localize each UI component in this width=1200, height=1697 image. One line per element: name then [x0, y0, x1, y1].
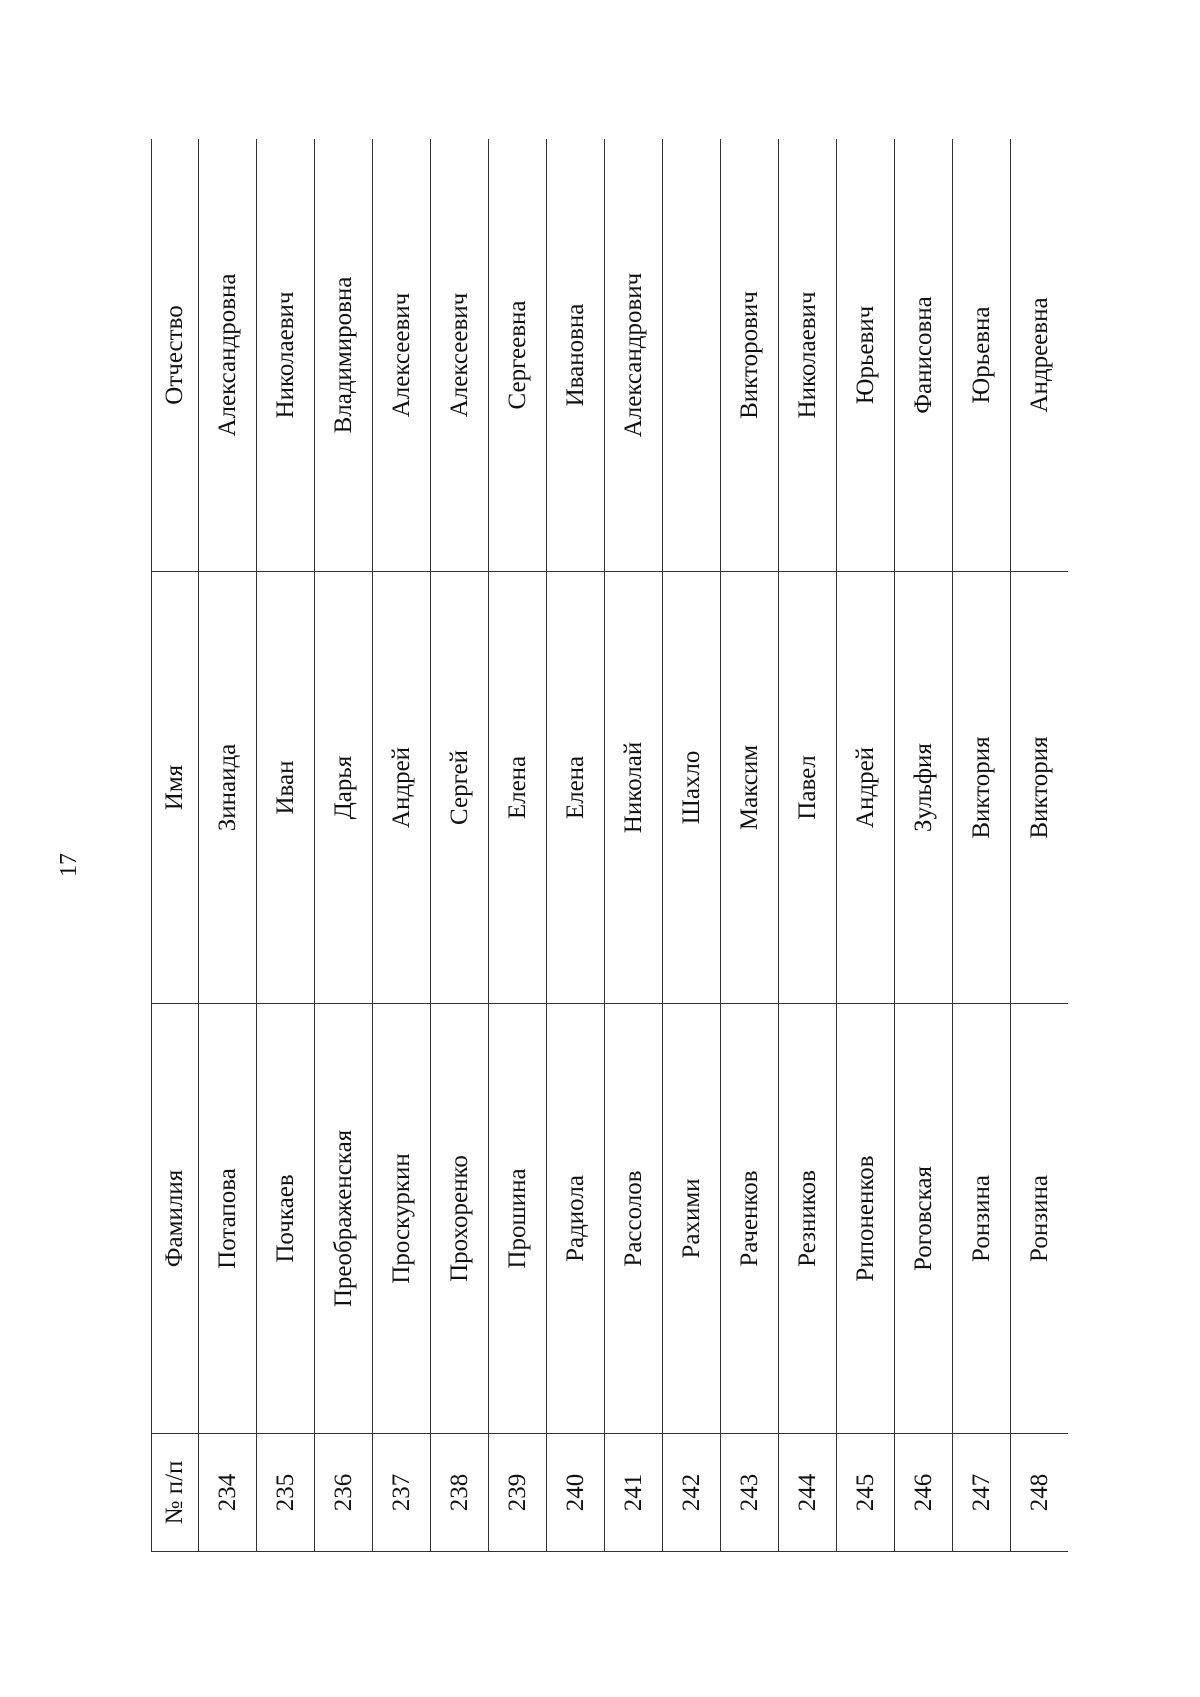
cell-patronymic	[663, 139, 721, 572]
cell-num: 245	[837, 1434, 895, 1552]
cell-surname: Почкаев	[257, 1004, 315, 1434]
cell-patronymic: Алексеевич	[373, 139, 431, 572]
cell-surname: Проскуркин	[373, 1004, 431, 1434]
cell-surname: Преображенская	[315, 1004, 373, 1434]
table-row	[779, 139, 837, 1552]
cell-surname: Резников	[779, 1004, 837, 1434]
cell-patronymic: Сергеевна	[489, 139, 547, 572]
names-table	[151, 139, 1068, 1552]
cell-name: Зульфия	[895, 572, 953, 1004]
cell-name: Андрей	[837, 572, 895, 1004]
cell-name: Шахло	[663, 572, 721, 1004]
cell-patronymic: Александровна	[199, 139, 257, 572]
header-surname: Фамилия	[152, 1004, 199, 1434]
table-row	[1011, 139, 1069, 1552]
cell-num: 242	[663, 1434, 721, 1552]
cell-patronymic: Николаевич	[779, 139, 837, 572]
cell-num: 248	[1011, 1434, 1069, 1552]
cell-name: Зинаида	[199, 572, 257, 1004]
table-row	[315, 139, 373, 1552]
cell-name: Виктория	[1011, 572, 1069, 1004]
cell-surname: Рипоненков	[837, 1004, 895, 1434]
page-number: 17	[56, 853, 82, 877]
table-row	[837, 139, 895, 1552]
cell-patronymic: Викторович	[721, 139, 779, 572]
cell-num: 240	[547, 1434, 605, 1552]
cell-name: Павел	[779, 572, 837, 1004]
cell-patronymic: Юрьевич	[837, 139, 895, 572]
cell-num: 246	[895, 1434, 953, 1552]
table-row	[431, 139, 489, 1552]
cell-surname: Потапова	[199, 1004, 257, 1434]
cell-surname: Раченков	[721, 1004, 779, 1434]
cell-num: 235	[257, 1434, 315, 1552]
cell-name: Виктория	[953, 572, 1011, 1004]
cell-surname: Прошина	[489, 1004, 547, 1434]
table-header-row	[152, 139, 199, 1552]
cell-patronymic: Владимировна	[315, 139, 373, 572]
header-patronymic: Отчество	[152, 139, 199, 572]
cell-patronymic: Ивановна	[547, 139, 605, 572]
cell-surname: Ронзина	[953, 1004, 1011, 1434]
cell-surname: Рахими	[663, 1004, 721, 1434]
header-num: № п/п	[152, 1434, 199, 1552]
cell-num: 238	[431, 1434, 489, 1552]
cell-patronymic: Николаевич	[257, 139, 315, 572]
cell-surname: Рассолов	[605, 1004, 663, 1434]
cell-num: 234	[199, 1434, 257, 1552]
cell-name: Елена	[547, 572, 605, 1004]
cell-patronymic: Юрьевна	[953, 139, 1011, 572]
cell-name: Елена	[489, 572, 547, 1004]
cell-patronymic: Андреевна	[1011, 139, 1069, 572]
table-row	[663, 139, 721, 1552]
cell-num: 241	[605, 1434, 663, 1552]
rotated-table-frame	[151, 139, 1068, 1552]
table-row	[199, 139, 257, 1552]
cell-num: 236	[315, 1434, 373, 1552]
table-row	[547, 139, 605, 1552]
table-row	[605, 139, 663, 1552]
cell-surname: Прохоренко	[431, 1004, 489, 1434]
cell-name: Николай	[605, 572, 663, 1004]
cell-patronymic: Александрович	[605, 139, 663, 572]
cell-num: 244	[779, 1434, 837, 1552]
cell-num: 247	[953, 1434, 1011, 1552]
cell-name: Андрей	[373, 572, 431, 1004]
table-row	[953, 139, 1011, 1552]
cell-name: Дарья	[315, 572, 373, 1004]
cell-num: 237	[373, 1434, 431, 1552]
cell-num: 239	[489, 1434, 547, 1552]
cell-num: 243	[721, 1434, 779, 1552]
cell-surname: Радиола	[547, 1004, 605, 1434]
table-row	[489, 139, 547, 1552]
table-row	[257, 139, 315, 1552]
header-name: Имя	[152, 572, 199, 1004]
cell-surname: Ронзина	[1011, 1004, 1069, 1434]
cell-name: Сергей	[431, 572, 489, 1004]
table-row	[895, 139, 953, 1552]
cell-surname: Роговская	[895, 1004, 953, 1434]
cell-name: Максим	[721, 572, 779, 1004]
table-row	[373, 139, 431, 1552]
cell-patronymic: Фанисовна	[895, 139, 953, 572]
cell-patronymic: Алексеевич	[431, 139, 489, 572]
table-row	[721, 139, 779, 1552]
cell-name: Иван	[257, 572, 315, 1004]
table-container	[151, 139, 1068, 1552]
